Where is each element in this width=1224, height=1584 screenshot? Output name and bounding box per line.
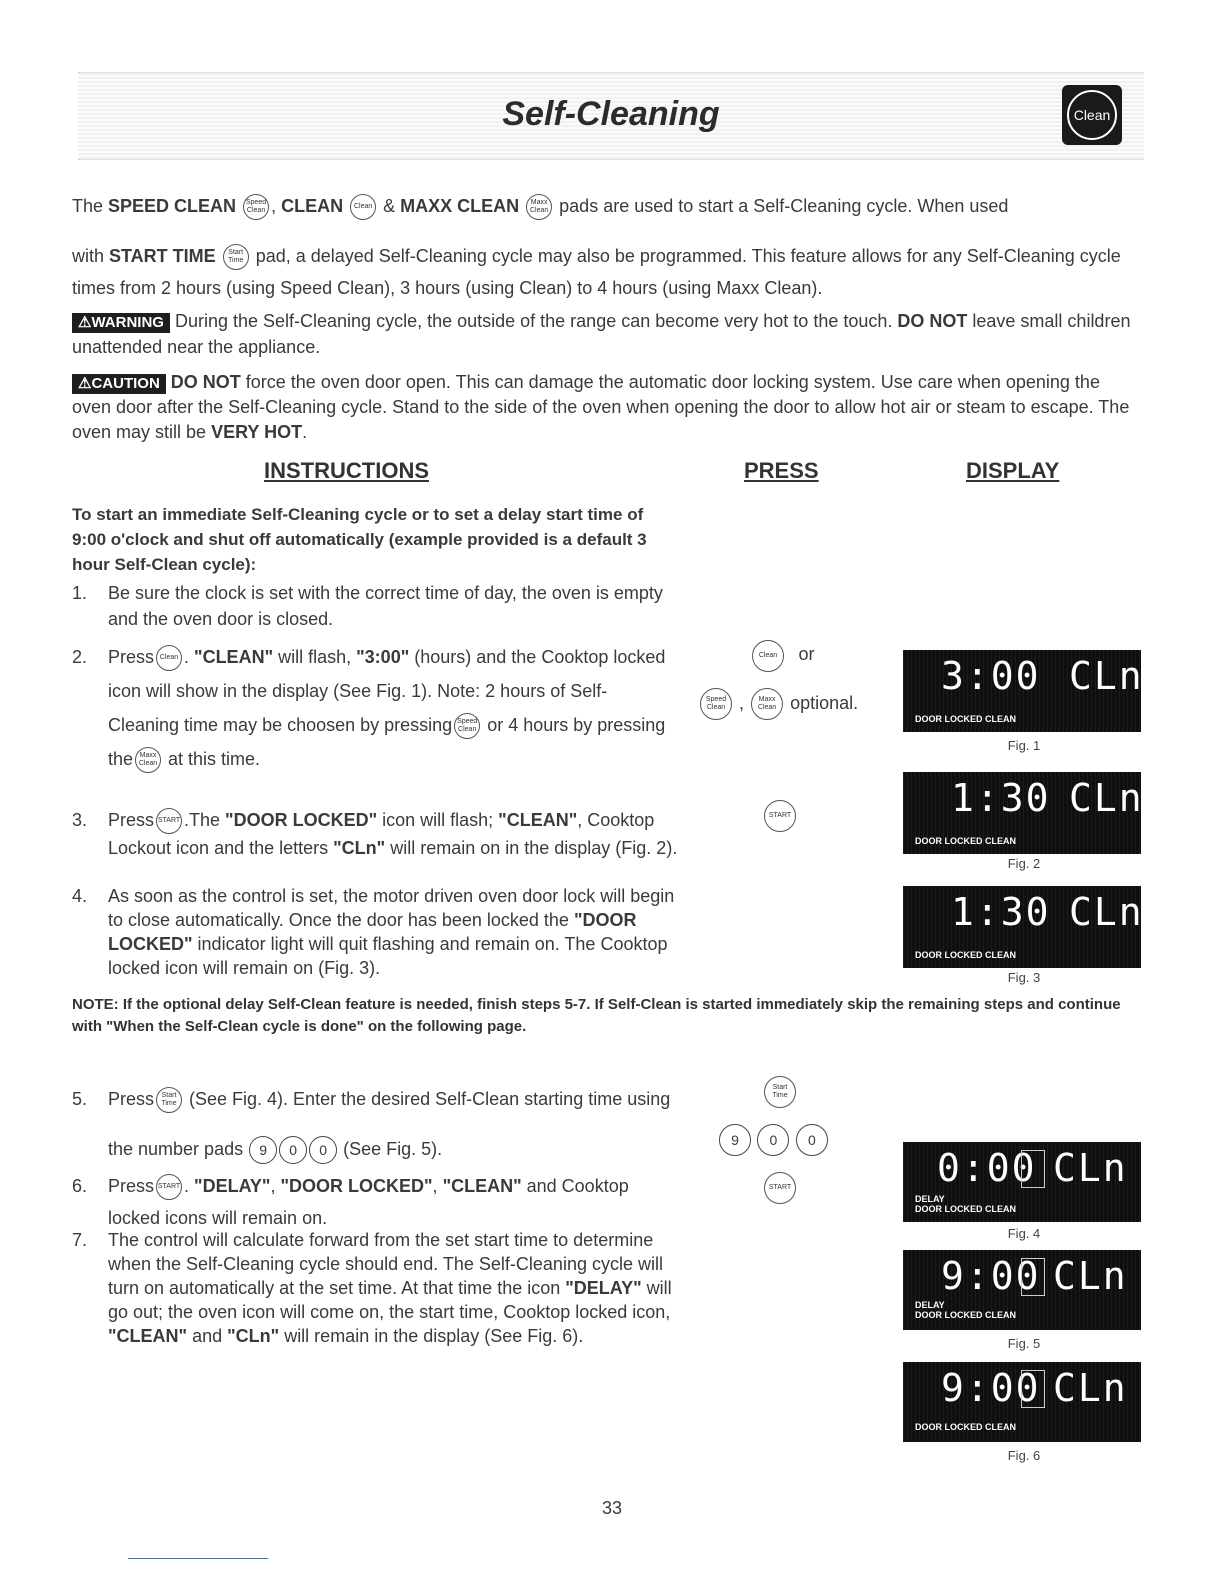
press-heading: PRESS [744,458,819,483]
oven-icon-box [1021,1370,1045,1408]
step-text [108,1228,678,1348]
step-text-part: , [432,1176,443,1196]
step-text-part: . [184,1176,195,1196]
step-bold: "CLn" [333,838,386,859]
intro-paragraph-2 [72,240,1142,304]
pad-text: Clean [530,207,549,215]
number-pad-9-icon: 9 [719,1124,751,1156]
step-bold: "CLn" [227,1326,280,1346]
step-bold: "DELAY" [194,1176,271,1196]
step-text-part: indicator light will quit flashing and remain on. The Cooktop locked icon will remain on (Fig. 3). [108,934,668,978]
display-heading: DISPLAY [966,458,1060,483]
caution-bold: VERY HOT [211,422,303,442]
display-icons: DOOR LOCKED CLEAN [915,1310,1016,1320]
display-time: 9:00 [941,1254,1041,1298]
step-bold: "DELAY" [565,1278,642,1298]
display-time: 9:00 [941,1366,1041,1410]
step-number: 2. [72,647,88,667]
display-code: CLn [1053,1366,1128,1410]
start-pad-icon [764,800,796,832]
step-text [108,1170,678,1234]
press-or-text: or [798,644,815,665]
step-number: 6. [72,1176,88,1196]
clean-pad-icon [350,194,376,220]
display-code: CLn [1069,654,1144,698]
fig-5-label: Fig. 5 [1007,1336,1041,1351]
step-bold: "DOOR LOCKED" [108,910,637,954]
step-bold: "CLEAN" [194,647,274,667]
display-code: CLn [1069,776,1144,820]
step-number: 5. [72,1089,88,1109]
display-icons: DOOR LOCKED CLEAN [915,1204,1016,1214]
intro-text: & [378,196,401,216]
pad-text: Speed [245,199,267,207]
press-optional-text: optional. [790,692,859,713]
instructions-heading: INSTRUCTIONS [264,458,429,483]
step-text-part: , Cooktop Lockout icon and the letters [108,810,655,859]
pad-text: Clean [458,726,477,734]
display-fig-5 [903,1250,1141,1330]
pad-text: Maxx [530,199,548,207]
caution-paragraph [72,370,1142,445]
intro-text: pad, a delayed Self-Cleaning cycle may also be programmed. This feature allows for any Self-Cleaning cycle times from 2 hours (using Speed Clean), 3 hours (using Clean) to 4 hours (using Maxx Clean). [72,246,1121,298]
display-time: 1:30 [951,776,1051,820]
press-clean [750,640,814,672]
pad-text: START [157,817,181,825]
maxx-clean-pad-icon [751,688,783,720]
maxx-clean-label: MAXX CLEAN [400,196,520,216]
pad-text: START [768,1184,792,1191]
page-number: 33 [601,1498,623,1518]
step-bold: "CLEAN" [498,810,578,830]
press-start-time [762,1076,798,1108]
pad-text: Clean [706,704,726,711]
pad-text: Time [161,1100,177,1108]
step-text-part: will remain in the display (See Fig. 6). [279,1326,584,1346]
step-text-part: (See Fig. 5). [338,1139,443,1159]
number-pad-0-icon: 0 [279,1136,307,1164]
step-number: 4. [72,886,88,906]
step-text-part: As soon as the control is set, the motor driven oven door lock will begin to close automatically. Once the door has been locked the [108,886,675,930]
pad-text: Start [772,1084,788,1091]
warning-text: leave small children unattended near the appliance. [72,311,1131,357]
clean-badge-label: Clean [1067,90,1117,140]
pad-text: START [768,812,792,819]
step-bold: "DOOR LOCKED" [225,810,378,830]
intro-text: The [72,196,109,216]
pad-text: Speed [705,696,727,703]
display-icons: DOOR LOCKED CLEAN [915,714,1016,724]
start-pad-icon [156,808,182,834]
number-pad-9-icon: 9 [249,1136,277,1164]
fig-6-label: Fig. 6 [1007,1448,1041,1463]
display-fig-2 [903,772,1144,854]
oven-icon-box [1021,1258,1045,1296]
maxx-clean-pad-icon [526,194,552,220]
title-banner [78,72,1144,160]
warning-text: During the Self-Cleaning cycle, the outside of the range can become very hot to the touch. [169,311,898,331]
step-text-part: Press [108,1176,155,1196]
page-title: Self-Cleaning [502,95,720,133]
start-time-pad-icon [764,1076,796,1108]
step-text-part: will remain on in the display (Fig. 2). [385,838,678,859]
speed-clean-pad-icon [454,713,480,739]
display-fig-1 [903,650,1144,732]
pad-text: Clean [159,654,179,662]
number-pad-0-icon: 0 [757,1124,789,1156]
pad-text: Clean [353,203,373,211]
start-pad-icon [764,1172,796,1204]
step-text-part: Press [108,647,155,667]
caution-text: . [302,422,308,442]
clean-badge-icon [1062,85,1122,145]
speed-clean-label: SPEED CLEAN [108,196,237,216]
step-text [108,884,678,980]
step-bold: "CLEAN" [108,1326,188,1346]
start-time-pad-icon [223,244,249,270]
pad-text: Clean [757,704,777,711]
step-text: Be sure the clock is set with the correct time of day, the oven is empty and the oven door is closed. [108,583,663,629]
caution-tag: ⚠CAUTION [72,374,166,394]
display-icons: DOOR LOCKED CLEAN [915,950,1016,960]
intro-paragraph [72,192,1142,220]
press-comma: , [739,692,745,713]
pad-text: Maxx [139,752,157,760]
clean-pad-icon [156,645,182,671]
pad-text: Clean [246,207,266,215]
start-time-label: START TIME [109,246,216,266]
press-number-pads [718,1124,829,1156]
step-text-part: .The [184,810,226,830]
pad-text: START [157,1183,181,1191]
step-text-part: or 4 hours by pressing the [108,715,666,769]
start-pad-icon [156,1174,182,1200]
display-code: CLn [1053,1254,1128,1298]
display-time: 1:30 [951,890,1051,934]
display-icons: DOOR LOCKED CLEAN [915,836,1016,846]
intro-text: with [72,246,110,266]
step-number: 7. [72,1230,88,1250]
step-bold: "3:00" [356,647,410,667]
step-text-part: will go out; the oven icon will come on, the start time, Cooktop locked icon, [108,1278,672,1322]
step-text-part: will flash, [273,647,357,667]
fig-2-label: Fig. 2 [1007,856,1041,871]
oven-icon-box [1021,1150,1045,1188]
press-optional [698,688,858,720]
press-start-2 [762,1172,798,1204]
intro-text: pads are used to start a Self-Cleaning cycle. When used [554,196,1009,216]
fig-1-label: Fig. 1 [1007,738,1041,753]
intro-text: , [271,196,282,216]
step-text-part: and Cooktop locked icons will remain on. [108,1176,629,1228]
step-text [108,1074,678,1174]
fig-4-label: Fig. 4 [1007,1226,1041,1241]
caution-text: force the oven door open. This can damage the automatic door locking system. Use care when opening the oven door after the Self-Cleaning cycle. Stand to the side of the oven when opening the door to allow hot air or steam to escape. The oven may still be [72,372,1130,442]
step-text-part: (hours) and the Cooktop locked icon will show in the display (See Fig. 1). Note: 2 hours of Self-Cleaning time may be choosen by pressing [108,647,666,735]
pad-text: Clean [138,760,158,768]
pad-text: Start [161,1092,177,1100]
display-fig-4 [903,1142,1141,1222]
pad-text: Speed [457,718,478,726]
step-text-part: Press [108,810,155,830]
display-code: CLn [1069,890,1144,934]
display-time: 0:00 [937,1146,1037,1190]
pad-text: Start [228,249,244,257]
display-fig-6 [903,1362,1141,1442]
step-text-part: at this time. [163,749,261,769]
display-code: CLn [1053,1146,1128,1190]
speed-clean-pad-icon [700,688,732,720]
display-fig-3 [903,886,1144,968]
step-bold: "DOOR LOCKED" [280,1176,433,1196]
pad-text: Time [772,1092,788,1099]
step-number: 3. [72,810,88,830]
speed-clean-pad-icon [243,194,269,220]
instructions-lead: To start an immediate Self-Cleaning cycle or to set a delay start time of 9:00 o'clock and shut off automatically (example provided is a default 3 hour Self-Clean cycle): [72,505,647,574]
clean-pad-icon [752,640,784,672]
step-text-part: (See Fig. 4). Enter the desired Self-Clean starting time using the number pads [108,1089,671,1159]
caution-bold: DO NOT [165,372,241,392]
pad-text: Clean [758,652,778,659]
step-text-part: Press [108,1089,155,1109]
display-icons: DOOR LOCKED CLEAN [915,1422,1016,1432]
number-pad-0-icon: 0 [796,1124,828,1156]
footer-rule [128,1558,268,1559]
step-text [108,806,678,862]
warning-tag: ⚠WARNING [72,313,170,333]
maxx-clean-pad-icon [135,747,161,773]
clean-label: CLEAN [281,196,344,216]
pad-text: Maxx [758,696,776,703]
step-text-part: , [270,1176,281,1196]
note-text: NOTE: If the optional delay Self-Clean feature is needed, finish steps 5-7. If Self-Clean is started immediately skip the remaining steps and continue with "When the Self-Clean cycle is done" on the following page. [72,996,1121,1035]
step-text-part: . [184,647,195,667]
fig-3-label: Fig. 3 [1007,970,1041,985]
pad-text: Time [228,257,244,265]
step-text-part: and [187,1326,228,1346]
step-number: 1. [72,583,88,603]
step-text-part: The control will calculate forward from the set start time to determine when the Self-Cleaning cycle should end. The Self-Cleaning cycle will turn on automatically at the set time. At that time the icon [108,1230,663,1298]
warning-bold: DO NOT [897,311,968,331]
display-time: 3:00 [941,654,1041,698]
display-delay: DELAY [915,1300,945,1310]
display-delay: DELAY [915,1194,945,1204]
step-text-part: icon will flash; [377,810,499,830]
step-text [108,640,678,776]
start-time-pad-icon [156,1087,182,1113]
press-start [762,800,798,832]
step-bold: "CLEAN" [442,1176,522,1196]
number-pad-0-icon: 0 [309,1136,337,1164]
warning-paragraph [72,308,1142,360]
